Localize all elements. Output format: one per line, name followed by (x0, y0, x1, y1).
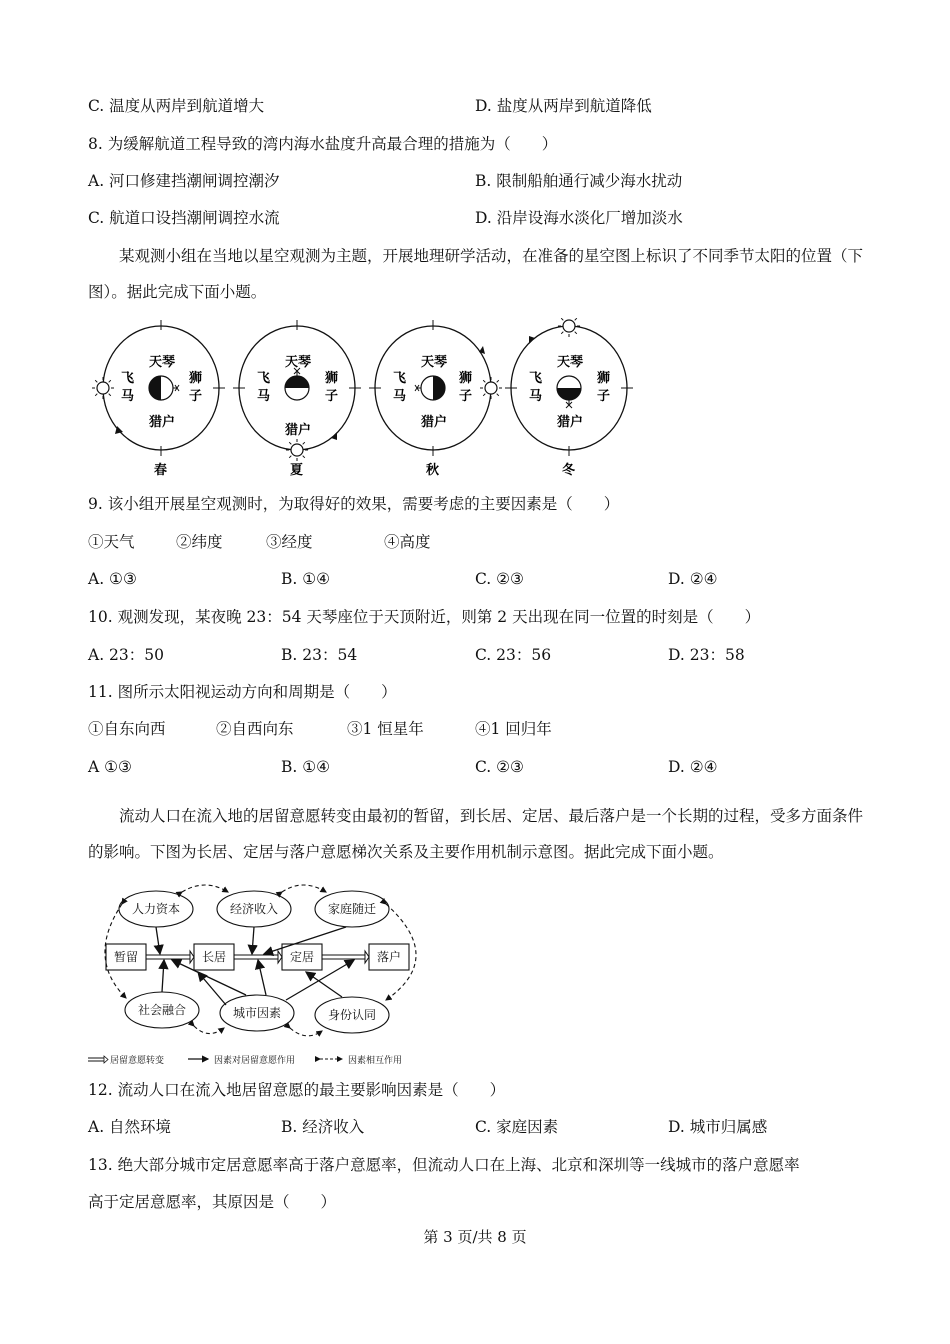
svg-text:天琴: 天琴 (149, 355, 176, 370)
svg-text:马: 马 (529, 389, 543, 404)
svg-text:子: 子 (189, 389, 203, 404)
q9-option-c: C. ②③ (475, 570, 524, 588)
q11-statement-4: ④1 回归年 (475, 720, 552, 738)
svg-text:长居: 长居 (201, 950, 227, 964)
passage-migrant-residence: 流动人口在流入地的居留意愿转变由最初的暂留，到长居、定居、最后落户是一个长期的过程，受多方面条件的影响。下图为长居、定居与落户意愿梯次关系及主要作用机制示意图。据此完成下面小题。 (88, 807, 864, 861)
svg-text:飞: 飞 (121, 371, 135, 386)
q9-statement-4: ④高度 (384, 533, 431, 551)
svg-text:暂留: 暂留 (113, 950, 139, 964)
q11-option-b: B. ①④ (281, 758, 331, 776)
q11-statement-3: ③1 恒星年 (347, 720, 424, 738)
svg-text:子: 子 (459, 389, 473, 404)
q11-option-d: D. ②④ (668, 758, 718, 776)
q11-statement-2: ②自西向东 (216, 720, 294, 738)
page-footer: 第 3 页/共 8 页 (423, 1228, 527, 1246)
svg-text:猎户: 猎户 (421, 415, 448, 430)
svg-text:猎户: 猎户 (285, 423, 312, 438)
svg-text:马: 马 (257, 389, 271, 404)
q8-option-d: D. 沿岸设海水淡化厂增加淡水 (475, 209, 683, 227)
residence-intention-diagram (86, 878, 446, 1068)
svg-text:天琴: 天琴 (285, 355, 312, 370)
svg-text:家庭随迁: 家庭随迁 (327, 902, 377, 916)
svg-text:社会融合: 社会融合 (137, 1003, 187, 1017)
svg-text:天琴: 天琴 (421, 355, 448, 370)
q9-statement-1: ①天气 (88, 533, 135, 551)
q13-stem-line-2: 高于定居意愿率，其原因是（ ） (88, 1193, 337, 1211)
q8-option-a: A. 河口修建挡潮闸调控潮汐 (88, 172, 280, 190)
svg-text:狮: 狮 (189, 371, 203, 386)
svg-text:因素对居留意愿作用: 因素对居留意愿作用 (214, 1056, 296, 1066)
svg-text:身份认同: 身份认同 (327, 1008, 377, 1022)
q12-option-d: D. 城市归属感 (668, 1118, 768, 1136)
q8-option-c: C. 航道口设挡潮闸调控水流 (88, 209, 280, 227)
q9-option-d: D. ②④ (668, 570, 718, 588)
svg-text:飞: 飞 (257, 371, 271, 386)
diagram-legend (88, 1054, 402, 1066)
q9-stem: 9. 该小组开展星空观测时，为取得好的效果，需要考虑的主要因素是（ ） (88, 495, 620, 513)
star-chart-diagram (88, 318, 648, 483)
svg-text:飞: 飞 (529, 371, 543, 386)
q11-option-a: A ①③ (88, 758, 132, 776)
q8-stem: 8. 为缓解航道工程导致的湾内海水盐度升高最合理的措施为（ ） (88, 135, 558, 153)
q12-option-c: C. 家庭因素 (475, 1118, 559, 1136)
q11-stem: 11. 图所示太阳视运动方向和周期是（ ） (88, 683, 397, 701)
q10-option-b: B. 23：54 (281, 646, 358, 664)
summer-panel (233, 320, 361, 478)
q9-option-b: B. ①④ (281, 570, 331, 588)
q13-stem-line-1: 13. 绝大部分城市定居意愿率高于落户意愿率，但流动人口在上海、北京和深圳等一线城市的落户意愿率 (88, 1156, 800, 1174)
q7-option-c: C. 温度从两岸到航道增大 (88, 97, 265, 115)
svg-text:马: 马 (121, 389, 135, 404)
q10-option-d: D. 23：58 (668, 646, 745, 664)
svg-text:落户: 落户 (376, 950, 402, 964)
q10-option-a: A. 23：50 (88, 646, 164, 664)
q12-stem: 12. 流动人口在流入地居留意愿的最主要影响因素是（ ） (88, 1081, 506, 1099)
svg-text:冬: 冬 (562, 463, 576, 478)
q7-option-d: D. 盐度从两岸到航道降低 (475, 97, 652, 115)
svg-text:人力资本: 人力资本 (131, 902, 181, 916)
svg-text:狮: 狮 (597, 371, 611, 386)
passage-star-observation: 某观测小组在当地以星空观测为主题，开展地理研学活动，在准备的星空图上标识了不同季节太阳的位置（下图）。据此完成下面小题。 (88, 247, 864, 301)
q9-option-a: A. ①③ (88, 570, 137, 588)
svg-text:子: 子 (597, 389, 611, 404)
svg-text:因素相互作用: 因素相互作用 (348, 1056, 403, 1066)
svg-text:狮: 狮 (325, 371, 339, 386)
svg-text:猎户: 猎户 (149, 415, 176, 430)
q10-option-c: C. 23：56 (475, 646, 552, 664)
svg-text:马: 马 (393, 389, 407, 404)
svg-text:居留意愿转变: 居留意愿转变 (110, 1056, 165, 1066)
q9-statement-2: ②纬度 (176, 533, 223, 551)
svg-text:狮: 狮 (459, 371, 473, 386)
q11-option-c: C. ②③ (475, 758, 524, 776)
q9-statement-3: ③经度 (266, 533, 313, 551)
svg-text:猎户: 猎户 (557, 415, 584, 430)
svg-text:秋: 秋 (426, 463, 440, 478)
svg-text:天琴: 天琴 (557, 355, 584, 370)
q12-option-b: B. 经济收入 (281, 1118, 365, 1136)
winter-panel (505, 318, 633, 478)
svg-text:春: 春 (154, 463, 168, 478)
sun-icon (558, 318, 580, 337)
q10-stem: 10. 观测发现，某夜晚 23：54 天琴座位于天顶附近，则第 2 天出现在同一位置的时刻是（ ） (88, 608, 761, 626)
q12-option-a: A. 自然环境 (88, 1118, 172, 1136)
q11-statement-1: ①自东向西 (88, 720, 166, 738)
svg-text:经济收入: 经济收入 (229, 902, 279, 916)
autumn-panel (369, 320, 502, 478)
svg-text:定居: 定居 (289, 950, 315, 964)
spring-panel (92, 320, 225, 478)
svg-text:夏: 夏 (290, 463, 304, 478)
q8-option-b: B. 限制船舶通行减少海水扰动 (475, 172, 683, 190)
svg-text:子: 子 (325, 389, 339, 404)
svg-text:城市因素: 城市因素 (232, 1006, 282, 1020)
svg-text:飞: 飞 (393, 371, 407, 386)
